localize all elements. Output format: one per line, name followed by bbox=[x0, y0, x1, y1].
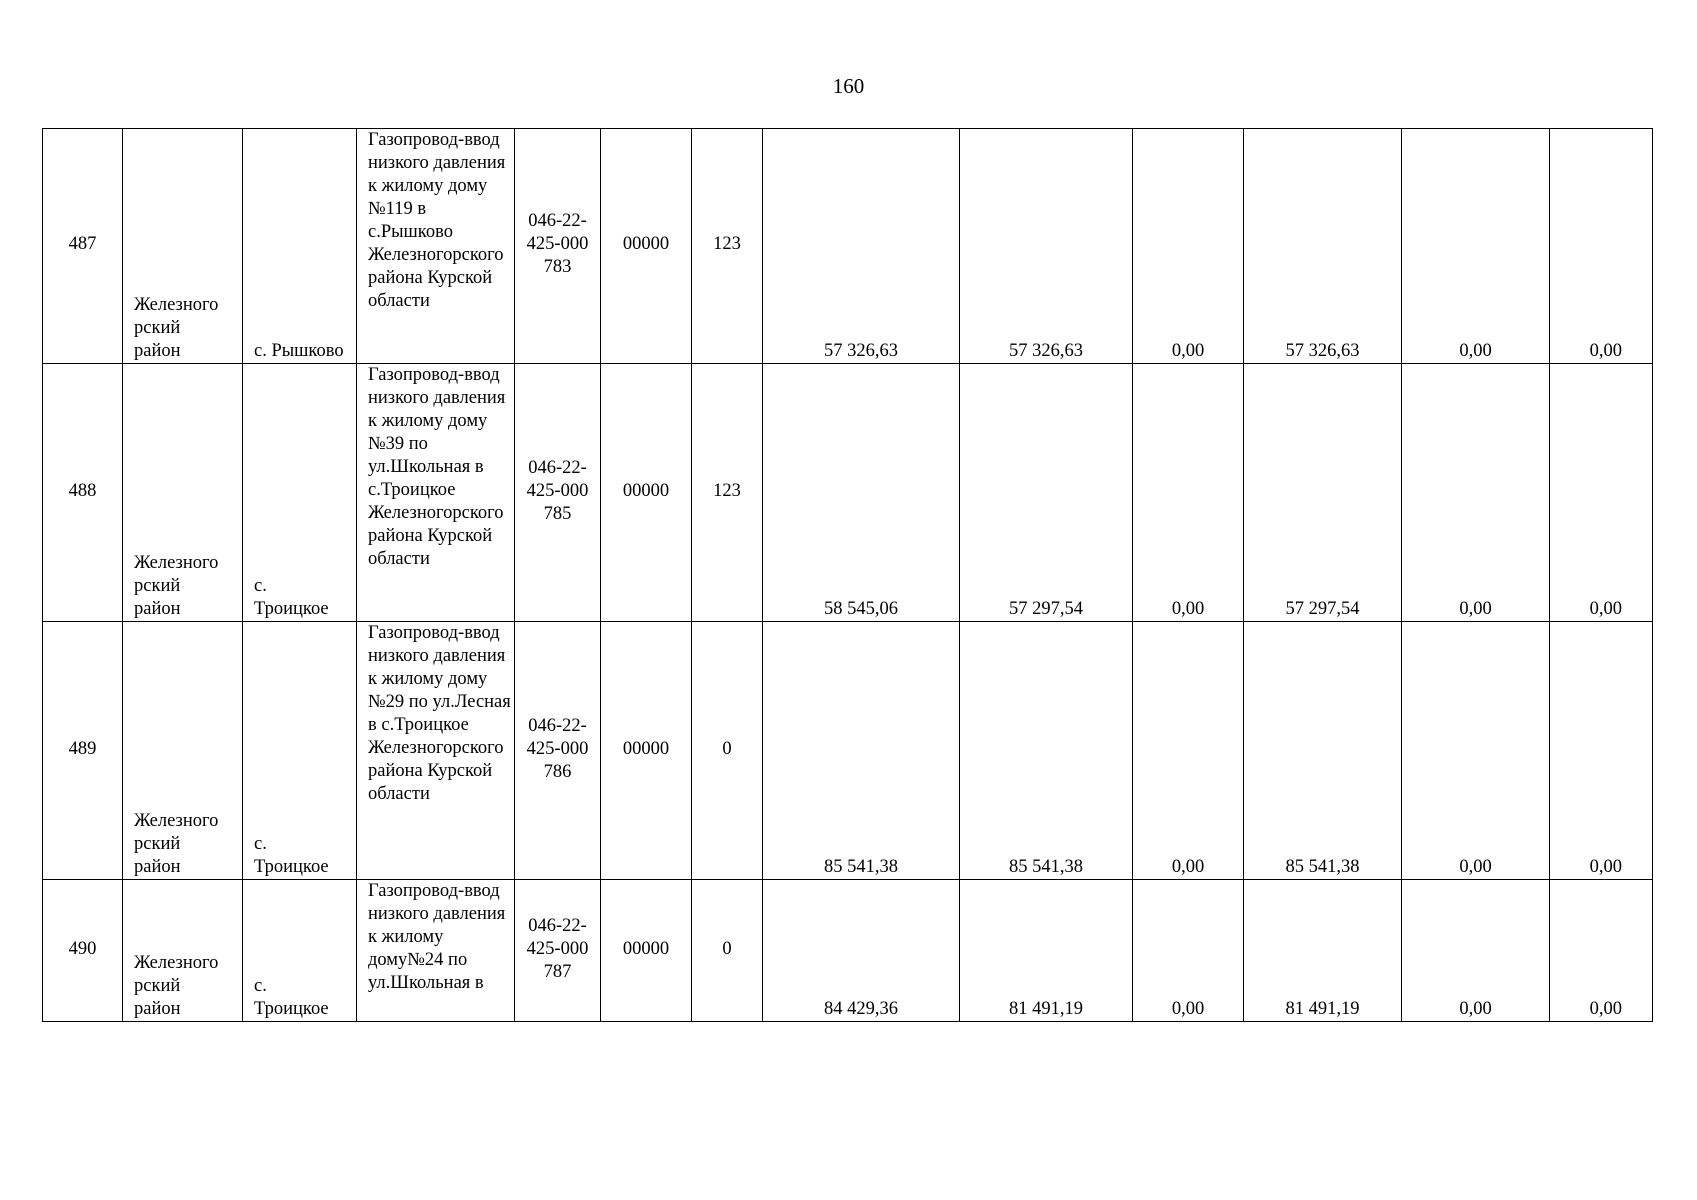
value-2-cell bbox=[960, 622, 1133, 880]
value-6: 0,00 bbox=[1589, 999, 1622, 1019]
code-cell bbox=[601, 129, 692, 364]
district: Железного рский район bbox=[134, 811, 219, 877]
object-description: Газопровод-ввод низкого давления к жилому дому №119 в с.Рышково Железногорского района Курской области bbox=[368, 130, 506, 311]
district-cell bbox=[123, 622, 243, 880]
value-3: 0,00 bbox=[1171, 857, 1205, 877]
value-2: 57 297,54 bbox=[1009, 599, 1083, 619]
value-6-cell bbox=[1550, 880, 1653, 1022]
cadastral-cell bbox=[515, 364, 601, 622]
locality-cell bbox=[243, 129, 357, 364]
code-2: 0 bbox=[722, 739, 732, 759]
value-5: 0,00 bbox=[1459, 857, 1492, 877]
value-2-cell bbox=[960, 129, 1133, 364]
row-number: 488 bbox=[68, 481, 97, 501]
value-4-cell bbox=[1244, 880, 1402, 1022]
value-1-cell bbox=[763, 622, 960, 880]
cadastral-number: 046-22-425-000783 bbox=[526, 211, 589, 277]
value-2-cell bbox=[960, 364, 1133, 622]
value-3: 0,00 bbox=[1171, 999, 1205, 1019]
code2-cell bbox=[692, 129, 763, 364]
code: 00000 bbox=[622, 739, 670, 759]
value-6: 0,00 bbox=[1589, 857, 1622, 877]
row-number-cell bbox=[43, 364, 123, 622]
value-6: 0,00 bbox=[1589, 599, 1622, 619]
locality-cell bbox=[243, 880, 357, 1022]
value-1-cell bbox=[763, 364, 960, 622]
object-description: Газопровод-ввод низкого давления к жилому дому№24 по ул.Школьная в bbox=[368, 881, 506, 993]
code-2: 0 bbox=[722, 939, 732, 959]
code: 00000 bbox=[622, 234, 670, 254]
cadastral-cell bbox=[515, 880, 601, 1022]
table-row bbox=[43, 129, 1653, 364]
value-4-cell bbox=[1244, 364, 1402, 622]
row-number-cell bbox=[43, 880, 123, 1022]
district: Железного рский район bbox=[134, 295, 219, 361]
table-row bbox=[43, 622, 1653, 880]
registry-table bbox=[42, 128, 1653, 1022]
value-5-cell bbox=[1402, 364, 1550, 622]
locality-cell bbox=[243, 622, 357, 880]
table-row bbox=[43, 364, 1653, 622]
value-3-cell bbox=[1133, 622, 1244, 880]
description-cell bbox=[357, 880, 515, 1022]
code2-cell bbox=[692, 364, 763, 622]
value-1: 58 545,06 bbox=[824, 599, 898, 619]
value-4: 85 541,38 bbox=[1285, 857, 1360, 877]
code-cell bbox=[601, 622, 692, 880]
cadastral-number: 046-22-425-000786 bbox=[526, 716, 589, 782]
value-4: 57 326,63 bbox=[1285, 341, 1360, 361]
value-6-cell bbox=[1550, 364, 1653, 622]
code: 00000 bbox=[622, 939, 670, 959]
row-number: 487 bbox=[68, 234, 97, 254]
district: Железного рский район bbox=[134, 953, 219, 1019]
district-cell bbox=[123, 364, 243, 622]
code-cell bbox=[601, 880, 692, 1022]
value-4: 81 491,19 bbox=[1285, 999, 1360, 1019]
locality: с. Троицкое bbox=[254, 834, 329, 877]
value-3-cell bbox=[1133, 364, 1244, 622]
value-3: 0,00 bbox=[1171, 599, 1205, 619]
district-cell bbox=[123, 129, 243, 364]
value-1: 85 541,38 bbox=[824, 857, 898, 877]
district-cell bbox=[123, 880, 243, 1022]
value-1-cell bbox=[763, 129, 960, 364]
page-number: 160 bbox=[832, 74, 865, 98]
value-4-cell bbox=[1244, 129, 1402, 364]
code: 00000 bbox=[622, 481, 670, 501]
row-number-cell bbox=[43, 622, 123, 880]
value-2-cell bbox=[960, 880, 1133, 1022]
value-4-cell bbox=[1244, 622, 1402, 880]
value-6: 0,00 bbox=[1589, 341, 1622, 361]
district: Железного рский район bbox=[134, 553, 219, 619]
value-5-cell bbox=[1402, 622, 1550, 880]
value-3-cell bbox=[1133, 129, 1244, 364]
object-description: Газопровод-ввод низкого давления к жилому дому №29 по ул.Лесная в с.Троицкое Железногорского района Курской области bbox=[368, 623, 511, 804]
cadastral-cell bbox=[515, 129, 601, 364]
code-2: 123 bbox=[713, 234, 741, 254]
code-2: 123 bbox=[713, 481, 741, 501]
value-5-cell bbox=[1402, 129, 1550, 364]
locality: с. Троицкое bbox=[254, 576, 329, 619]
value-1-cell bbox=[763, 880, 960, 1022]
value-3-cell bbox=[1133, 880, 1244, 1022]
description-cell bbox=[357, 364, 515, 622]
code-cell bbox=[601, 364, 692, 622]
value-2: 57 326,63 bbox=[1009, 341, 1083, 361]
table-row bbox=[43, 880, 1653, 1022]
value-6-cell bbox=[1550, 622, 1653, 880]
locality: с. Троицкое bbox=[254, 976, 329, 1019]
value-5: 0,00 bbox=[1459, 599, 1492, 619]
code2-cell bbox=[692, 880, 763, 1022]
value-4: 57 297,54 bbox=[1285, 599, 1360, 619]
object-description: Газопровод-ввод низкого давления к жилому дому №39 по ул.Школьная в с.Троицкое Железногорского района Курской области bbox=[368, 365, 506, 569]
description-cell bbox=[357, 622, 515, 880]
row-number: 490 bbox=[68, 939, 97, 959]
locality-cell bbox=[243, 364, 357, 622]
value-3: 0,00 bbox=[1171, 341, 1205, 361]
value-6-cell bbox=[1550, 129, 1653, 364]
value-5-cell bbox=[1402, 880, 1550, 1022]
row-number: 489 bbox=[68, 739, 97, 759]
cadastral-number: 046-22-425-000785 bbox=[526, 458, 589, 524]
value-5: 0,00 bbox=[1459, 341, 1492, 361]
locality: с. Рышково bbox=[254, 341, 344, 361]
value-2: 81 491,19 bbox=[1009, 999, 1083, 1019]
value-2: 85 541,38 bbox=[1009, 857, 1083, 877]
value-5: 0,00 bbox=[1459, 999, 1492, 1019]
code2-cell bbox=[692, 622, 763, 880]
value-1: 84 429,36 bbox=[824, 999, 898, 1019]
description-cell bbox=[357, 129, 515, 364]
cadastral-cell bbox=[515, 622, 601, 880]
cadastral-number: 046-22-425-000787 bbox=[526, 916, 589, 982]
row-number-cell bbox=[43, 129, 123, 364]
value-1: 57 326,63 bbox=[824, 341, 898, 361]
